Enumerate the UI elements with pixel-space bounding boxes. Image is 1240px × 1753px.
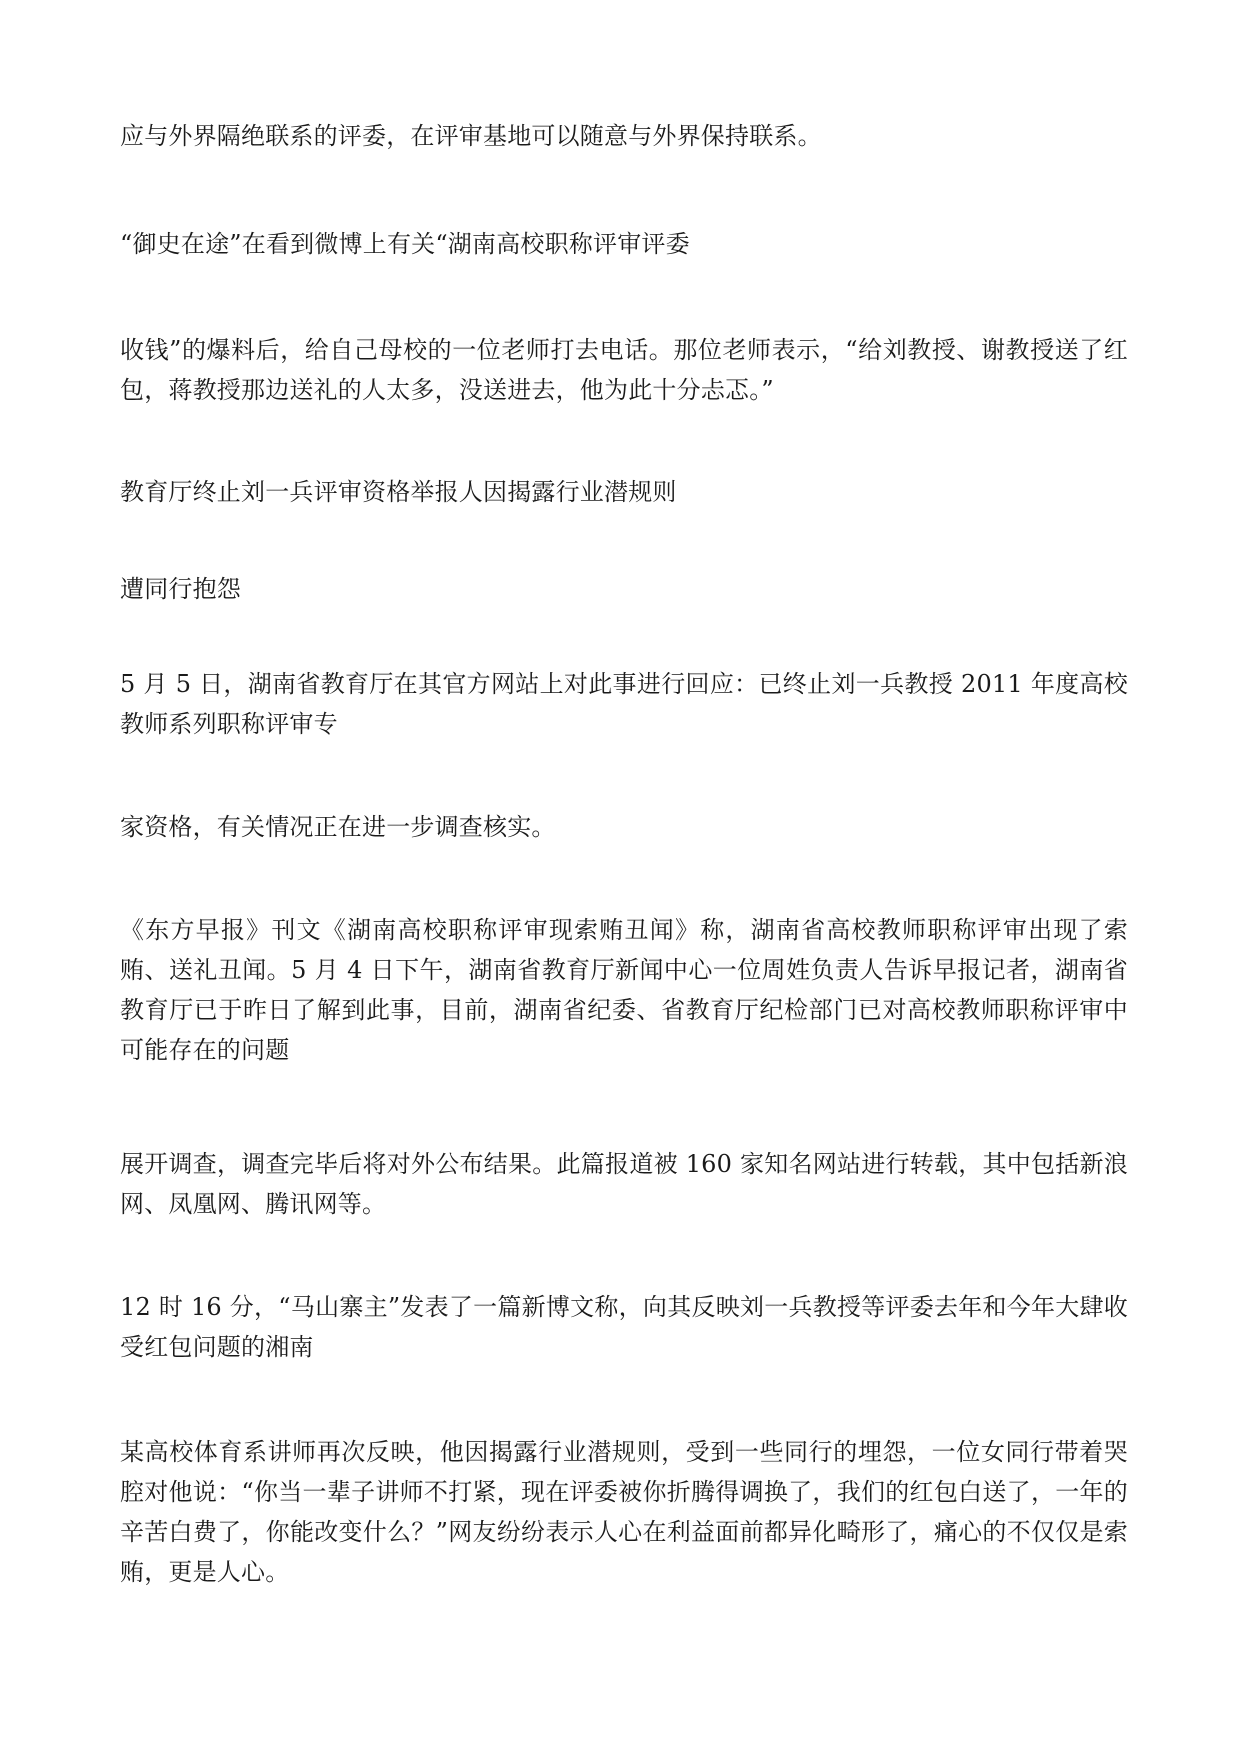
paragraph: 《东方早报》刊文《湖南高校职称评审现索贿丑闻》称，湖南省高校教师职称评审出现了索贿、送礼丑闻。5 月 4 日下午，湖南省教育厅新闻中心一位周姓负责人告诉早报记者，湖南省教育厅已于昨日了解到此事，目前，湖南省纪委、省教育厅纪检部门已对高校教师职称评审中可能存在的问题: [120, 916, 1128, 1064]
paragraph: 应与外界隔绝联系的评委，在评审基地可以随意与外界保持联系。: [120, 122, 822, 150]
paragraph: 收钱”的爆料后，给自己母校的一位老师打去电话。那位老师表示，“给刘教授、谢教授送了红包，蒋教授那边送礼的人太多，没送进去，他为此十分忐忑。”: [120, 336, 1128, 404]
paragraph: 遭同行抱怨: [120, 575, 241, 603]
paragraph: 12 时 16 分，“马山寨主”发表了一篇新博文称，向其反映刘一兵教授等评委去年和今年大肆收受红包问题的湘南: [120, 1293, 1128, 1361]
paragraph: 5 月 5 日，湖南省教育厅在其官方网站上对此事进行回应：已终止刘一兵教授 2011 年度高校教师系列职称评审专: [120, 670, 1128, 738]
paragraph: 展开调查，调查完毕后将对外公布结果。此篇报道被 160 家知名网站进行转载，其中包括新浪网、凤凰网、腾讯网等。: [120, 1150, 1128, 1218]
paragraph: “御史在途”在看到微博上有关“湖南高校职称评审评委: [120, 230, 690, 258]
paragraph: 教育厅终止刘一兵评审资格举报人因揭露行业潜规则: [120, 478, 677, 506]
paragraph: 某高校体育系讲师再次反映，他因揭露行业潜规则，受到一些同行的埋怨，一位女同行带着哭腔对他说：“你当一辈子讲师不打紧，现在评委被你折腾得调换了，我们的红包白送了，一年的辛苦白费了，你能改变什么？”网友纷纷表示人心在利益面前都异化畸形了，痛心的不仅仅是索贿，更是人心。: [120, 1438, 1128, 1586]
paragraph: 家资格，有关情况正在进一步调查核实。: [120, 813, 556, 841]
